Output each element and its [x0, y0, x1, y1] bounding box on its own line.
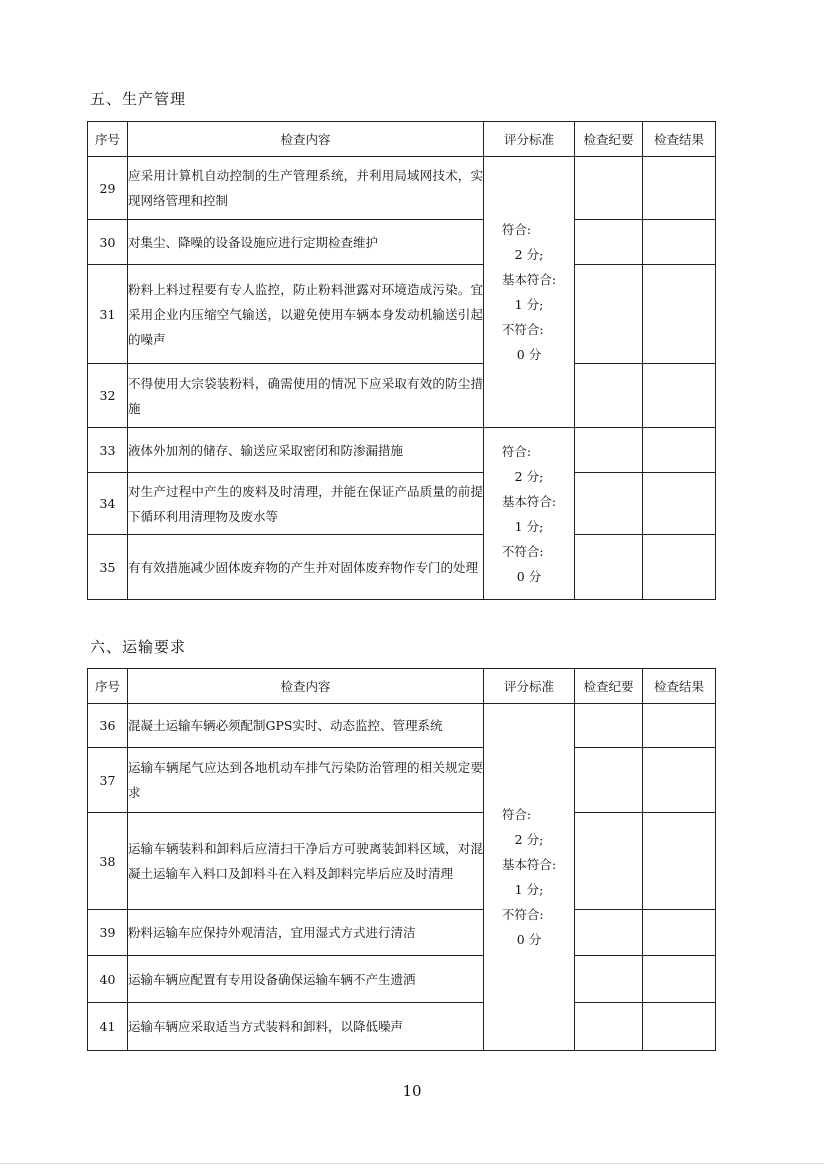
- scoring-standard: 符合: 2 分; 基本符合: 1 分; 不符合: 0 分: [484, 428, 575, 600]
- record-cell[interactable]: [575, 813, 643, 910]
- row-content: 运输车辆装料和卸料后应清扫干净后方可驶离装卸料区域，对混凝土运输车入料口及卸料斗在入料及卸料完毕后应及时清理: [128, 813, 484, 910]
- record-cell[interactable]: [575, 220, 643, 265]
- row-number: 41: [88, 1003, 128, 1051]
- row-content: 液体外加剂的储存、输送应采取密闭和防渗漏措施: [128, 428, 484, 473]
- result-cell[interactable]: [643, 813, 716, 910]
- page-number: 10: [402, 1082, 422, 1100]
- row-number: 32: [88, 364, 128, 428]
- table-row: [88, 704, 716, 748]
- table-row: [88, 428, 716, 473]
- section-6-title: 六、运输要求: [90, 638, 187, 656]
- record-cell[interactable]: [575, 535, 643, 600]
- header-no: 序号: [88, 669, 128, 704]
- header-record: 检查纪要: [575, 122, 643, 157]
- record-cell[interactable]: [575, 428, 643, 473]
- row-content: 粉料运输车应保持外观清洁，宜用湿式方式进行清洁: [128, 910, 484, 956]
- row-content: 运输车辆应配置有专用设备确保运输车辆不产生遗洒: [128, 956, 484, 1003]
- header-record: 检查纪要: [575, 669, 643, 704]
- table-row: [88, 1003, 716, 1051]
- row-content: 对生产过程中产生的废料及时清理，并能在保证产品质量的前提下循环利用清理物及废水等: [128, 473, 484, 535]
- row-number: 34: [88, 473, 128, 535]
- result-cell[interactable]: [643, 704, 716, 748]
- row-number: 30: [88, 220, 128, 265]
- result-cell[interactable]: [643, 535, 716, 600]
- table-row: [88, 157, 716, 220]
- table-row: [88, 364, 716, 428]
- result-cell[interactable]: [643, 220, 716, 265]
- result-cell[interactable]: [643, 265, 716, 364]
- result-cell[interactable]: [643, 428, 716, 473]
- table-row: [88, 220, 716, 265]
- table-header-row: [88, 669, 716, 704]
- row-number: 37: [88, 748, 128, 813]
- header-result: 检查结果: [643, 122, 716, 157]
- table-row: [88, 813, 716, 910]
- header-content: 检查内容: [128, 669, 484, 704]
- result-cell[interactable]: [643, 956, 716, 1003]
- table-row: [88, 535, 716, 600]
- section-5-title: 五、生产管理: [90, 90, 187, 108]
- result-cell[interactable]: [643, 364, 716, 428]
- table-header-row: [88, 122, 716, 157]
- record-cell[interactable]: [575, 910, 643, 956]
- table-row: [88, 748, 716, 813]
- record-cell[interactable]: [575, 265, 643, 364]
- row-number: 40: [88, 956, 128, 1003]
- table-row: [88, 265, 716, 364]
- row-content: 混凝土运输车辆必须配制GPS实时、动态监控、管理系统: [128, 704, 484, 748]
- table-row: [88, 473, 716, 535]
- record-cell[interactable]: [575, 956, 643, 1003]
- record-cell[interactable]: [575, 364, 643, 428]
- row-content: 应采用计算机自动控制的生产管理系统，并利用局域网技术，实现网络管理和控制: [128, 157, 484, 220]
- result-cell[interactable]: [643, 157, 716, 220]
- row-number: 35: [88, 535, 128, 600]
- row-content: 运输车辆尾气应达到各地机动车排气污染防治管理的相关规定要求: [128, 748, 484, 813]
- row-content: 不得使用大宗袋装粉料，确需使用的情况下应采取有效的防尘措施: [128, 364, 484, 428]
- row-content: 运输车辆应采取适当方式装料和卸料，以降低噪声: [128, 1003, 484, 1051]
- record-cell[interactable]: [575, 748, 643, 813]
- row-number: 29: [88, 157, 128, 220]
- row-number: 36: [88, 704, 128, 748]
- result-cell[interactable]: [643, 748, 716, 813]
- page-bottom-rule: [0, 1163, 824, 1164]
- result-cell[interactable]: [643, 910, 716, 956]
- result-cell[interactable]: [643, 473, 716, 535]
- header-no: 序号: [88, 122, 128, 157]
- header-standard: 评分标准: [484, 669, 575, 704]
- result-cell[interactable]: [643, 1003, 716, 1051]
- header-content: 检查内容: [128, 122, 484, 157]
- header-standard: 评分标准: [484, 122, 575, 157]
- row-content: 对集尘、降噪的设备设施应进行定期检查维护: [128, 220, 484, 265]
- record-cell[interactable]: [575, 473, 643, 535]
- record-cell[interactable]: [575, 704, 643, 748]
- table-row: [88, 956, 716, 1003]
- scoring-standard: 符合: 2 分; 基本符合: 1 分; 不符合: 0 分: [484, 157, 575, 428]
- row-content: 粉料上料过程要有专人监控，防止粉料泄露对环境造成污染。宜采用企业内压缩空气输送，以避免使用车辆本身发动机输送引起的噪声: [128, 265, 484, 364]
- row-number: 33: [88, 428, 128, 473]
- row-number: 31: [88, 265, 128, 364]
- record-cell[interactable]: [575, 1003, 643, 1051]
- row-number: 38: [88, 813, 128, 910]
- header-result: 检查结果: [643, 669, 716, 704]
- transport-requirements-table: [87, 668, 716, 1051]
- record-cell[interactable]: [575, 157, 643, 220]
- table-row: [88, 910, 716, 956]
- production-management-table: [87, 121, 716, 600]
- row-number: 39: [88, 910, 128, 956]
- row-content: 有有效措施减少固体废弃物的产生并对固体废弃物作专门的处理: [128, 535, 484, 600]
- scoring-standard: 符合: 2 分; 基本符合: 1 分; 不符合: 0 分: [484, 704, 575, 1051]
